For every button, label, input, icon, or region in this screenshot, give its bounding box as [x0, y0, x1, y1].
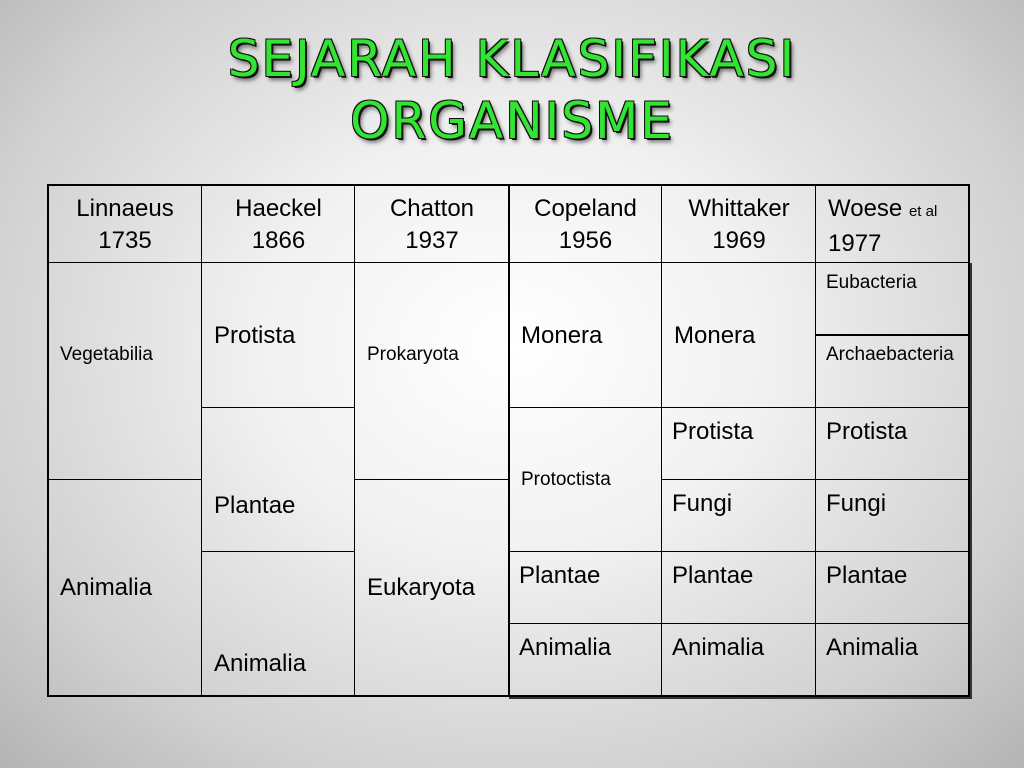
header-linnaeus — [48, 185, 202, 263]
woese-animalia: Animalia — [826, 634, 919, 661]
table-shadow-right — [970, 263, 972, 697]
linnaeus-sep — [47, 479, 202, 480]
header-copeland — [509, 185, 662, 263]
col-sep-4 — [661, 184, 662, 697]
woese-sep-4 — [815, 551, 970, 552]
col-sep-1 — [201, 184, 202, 697]
header-suffix: et al — [908, 203, 938, 220]
header-woese — [816, 185, 969, 263]
header-year: 1956 — [558, 227, 613, 254]
chatton-prokaryota: Prokaryota — [367, 344, 459, 365]
woese-archaebacteria — [816, 335, 969, 408]
copeland-protoctista: Protoctista — [521, 469, 611, 490]
header-name: Linnaeus — [76, 195, 174, 222]
copeland-sep-3 — [508, 623, 662, 624]
header-chatton — [355, 185, 509, 263]
linnaeus-animalia: Animalia — [60, 574, 153, 601]
whittaker-animalia: Animalia — [672, 634, 765, 661]
haeckel-protista: Protista — [214, 321, 296, 349]
woese-sep-5 — [815, 623, 970, 624]
header-year: 1866 — [251, 227, 306, 254]
header-name: Chatton — [389, 195, 475, 222]
woese-sep-3 — [815, 479, 970, 480]
whittaker-sep-3 — [661, 551, 816, 552]
col-sep-5 — [815, 184, 816, 697]
copeland-animalia: Animalia — [519, 634, 612, 661]
haeckel-sep-2 — [201, 551, 355, 552]
header-year: 1937 — [405, 227, 459, 254]
whittaker-monera: Monera — [674, 321, 756, 349]
header-name: Whittaker — [688, 195, 790, 222]
haeckel-animalia: Animalia — [214, 650, 307, 677]
header-sep — [47, 262, 970, 263]
header-whittaker — [662, 185, 816, 263]
copeland-sep-1 — [508, 407, 662, 408]
linnaeus-vegetabilia: Vegetabilia — [60, 344, 153, 365]
copeland-plantae: Plantae — [519, 562, 601, 589]
woese-sep-1 — [815, 334, 970, 336]
col-sep-3 — [508, 184, 510, 697]
header-name-row — [828, 193, 969, 228]
header-year: 1735 — [98, 227, 152, 254]
whittaker-fungi: Fungi — [672, 490, 733, 517]
header-haeckel — [202, 185, 355, 263]
header-year: 1977 — [828, 230, 882, 257]
table-shadow-bottom — [509, 697, 972, 699]
chatton-sep — [354, 479, 509, 480]
table-border-left — [47, 184, 49, 697]
copeland-sep-2 — [508, 551, 662, 552]
header-name: Haeckel — [235, 195, 322, 222]
haeckel-plantae: Plantae — [214, 492, 296, 519]
whittaker-plantae: Plantae — [672, 562, 754, 589]
whittaker-protista: Protista — [672, 418, 754, 445]
haeckel-sep-1 — [201, 407, 355, 408]
slide-title — [0, 28, 1024, 152]
whittaker-sep-1 — [661, 407, 816, 408]
chatton-eukaryota: Eukaryota — [367, 574, 476, 601]
header-year: 1969 — [712, 227, 766, 254]
whittaker-sep-2 — [661, 479, 816, 480]
woese-fungi: Fungi — [826, 490, 887, 517]
woese-plantae: Plantae — [826, 562, 908, 589]
copeland-monera: Monera — [521, 321, 603, 349]
header-name: Copeland — [534, 195, 637, 222]
col-sep-2 — [354, 184, 355, 697]
woese-sep-2 — [815, 407, 970, 408]
header-name: Woese — [828, 195, 903, 222]
title-line-1: SEJARAH KLASIFIKASI — [227, 30, 797, 88]
whittaker-sep-4 — [661, 623, 816, 624]
woese-eubacteria: Eubacteria — [826, 272, 917, 293]
woese-archaebacteria-label: Archaebacteria — [826, 344, 954, 365]
title-line-2: ORGANISME — [350, 92, 674, 150]
woese-protista: Protista — [826, 418, 908, 445]
